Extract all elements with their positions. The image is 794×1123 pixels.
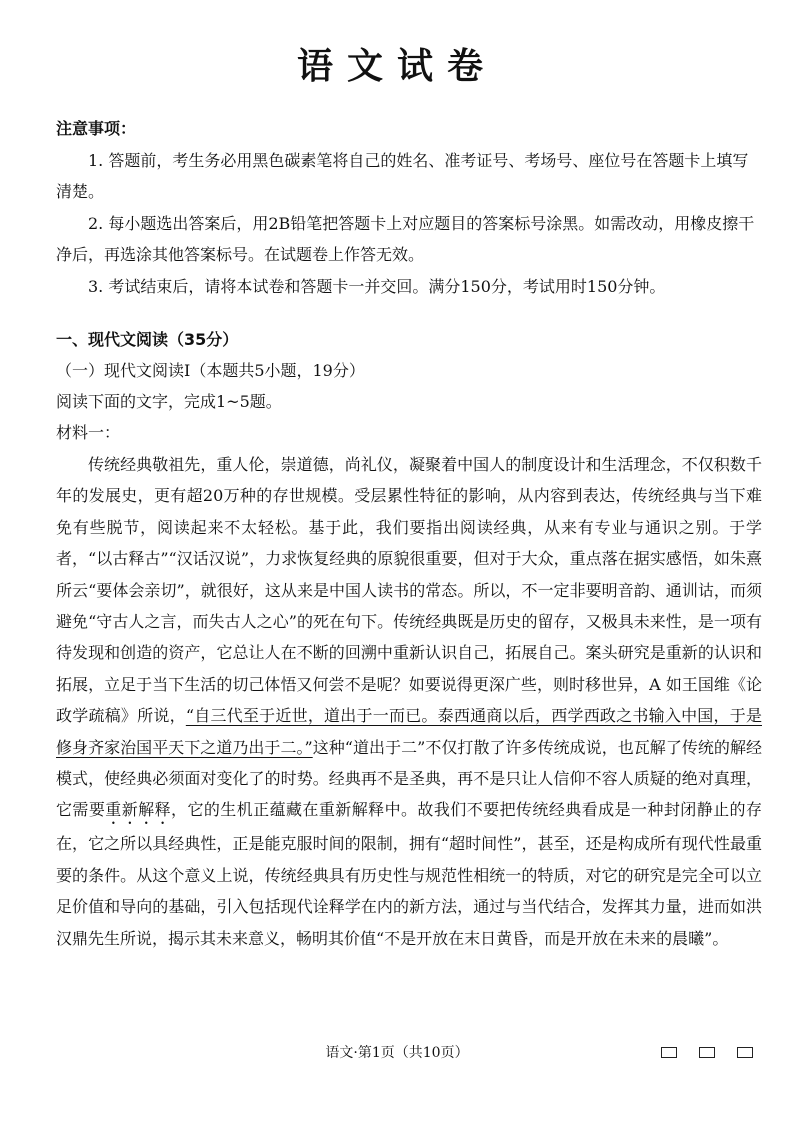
page-title: 语文试卷	[296, 46, 497, 87]
notice-heading: 注意事项：	[56, 119, 137, 138]
reading-instruction: 阅读下面的文字，完成1~5题。	[56, 392, 282, 411]
sub-section-heading: （一）现代文阅读Ⅰ（本题共5小题，19分）	[56, 361, 365, 380]
passage-paragraph	[56, 449, 762, 954]
passage-text: 这种“道出于二”不仅打散了许多传统成说，也瓦解了传统的解经模式，使经典必须面对变化了的时势。经典再不是圣典，再不是只让人信仰不容人质疑的绝对真理，它需要	[56, 737, 762, 820]
notice-item: 2. 每小题选出答案后，用2B铅笔把答题卡上对应题目的答案标号涂黑。如需改动，用橡皮擦干净后，再选涂其他答案标号。在试题卷上作答无效。	[56, 213, 755, 264]
checkbox-icon	[699, 1047, 715, 1058]
checkbox-icon	[737, 1047, 753, 1058]
underlined-quote: “自三代至于近世，道出于一而已。泰西通商以后，西学西政之书输入中国，于是修身齐家治国平天下之道乃出于二。”	[56, 706, 762, 757]
passage-text: ，它的生机正蕴藏在重新解释中。故我们不要把传统经典看成是一种封闭静止的存在，它之所以具经典性，正是能克服时间的限制，拥有“超时间性”，甚至，还是构成所有现代性最重要的条件。从这个意义上说，传统经典具有历史性与规范性相统一的特质，对它的研究是完全可以立足价值和导向的基础，引入包括现代诠释学在内的新方法，通过与当代结合，发挥其力量，进而如洪汉鼎先生所说，揭示其未来意义，畅明其价值“不是开放在末日黄昏，而是开放在未来的晨曦”。	[56, 800, 762, 948]
passage-text: 传统经典敬祖先，重人伦，崇道德，尚礼仪，凝聚着中国人的制度设计和生活理念，不仅积数千年的发展史，更有超20万种的存世规模。受层累性特征的影响，从内容到表达，传统经典与当下难免有些脱节，阅读起来不太轻松。基于此，我们要指出阅读经典，从来有专业与通识之别。于学者，“以古释古”“汉话汉说”，力求恢复经典的原貌很重要，但对于大众，重点落在据实感悟，如朱熹所云“要体会亲切”，就很好，这从来是中国人读书的常态。所以，不一定非要明音韵、通训诂，而须避免“守古人之言，而失古人之心”的死在句下。传统经典既是历史的留存，又极具未来性，是一项有待发现和创造的资产，它总让人在不断的回溯中重新认识自己，拓展自己。案头研究是重新的认识和拓展，立足于当下生活的切己体悟又何尝不是呢？如要说得更深广些，则时移世异，A 如王国维《论政学疏稿》所说，	[56, 455, 762, 726]
material-label: 材料一：	[56, 423, 121, 442]
emphasized-phrase: 重新解释	[105, 800, 172, 820]
page-footer: 语文·第1页（共10页）	[325, 1045, 469, 1061]
footer-boxes	[661, 1047, 753, 1058]
notice-block	[56, 113, 762, 302]
notice-item: 3. 考试结束后，请将本试卷和答题卡一并交回。满分150分，考试用时150分钟。	[88, 276, 666, 296]
section-heading: 一、现代文阅读（35分）	[56, 330, 239, 349]
checkbox-icon	[661, 1047, 677, 1058]
section-header	[56, 324, 762, 448]
reading-passage	[56, 449, 762, 954]
notice-item: 1. 答题前，考生务必用黑色碳素笔将自己的姓名、准考证号、考场号、座位号在答题卡上填写清楚。	[56, 150, 749, 201]
